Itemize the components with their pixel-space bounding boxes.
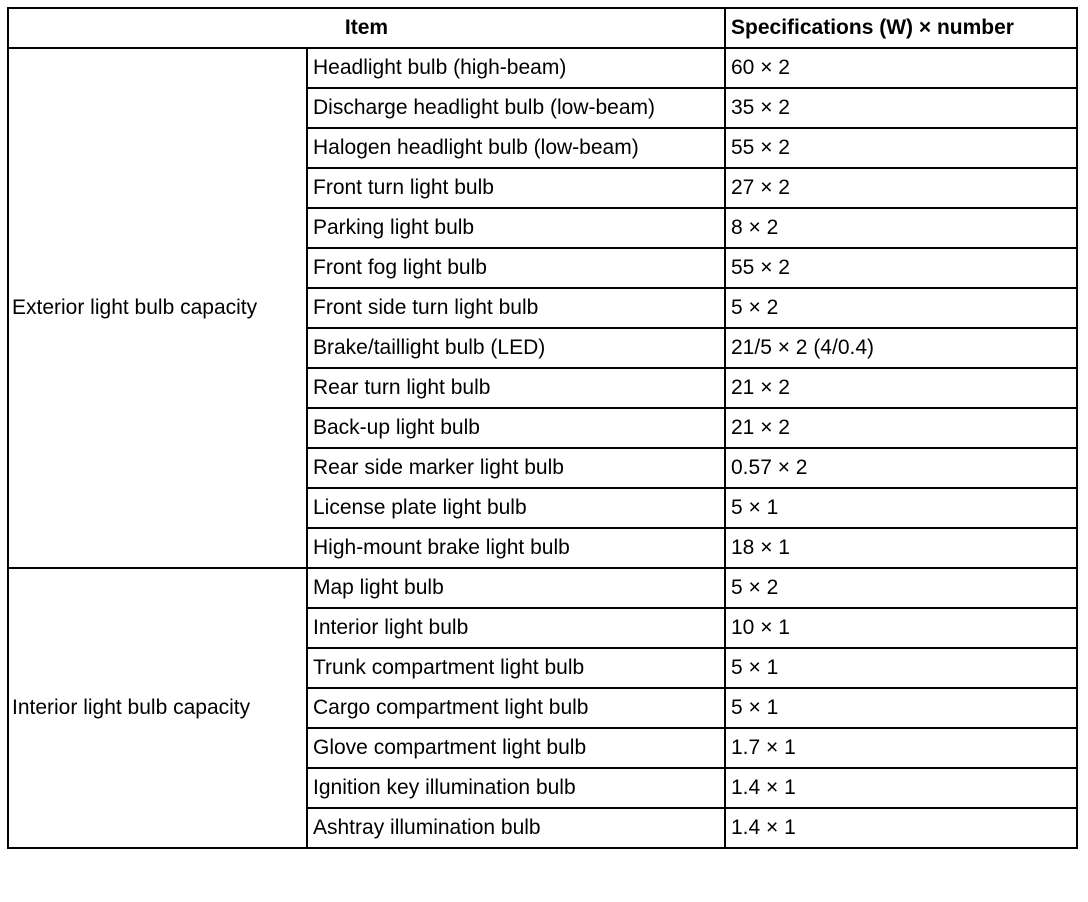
table-body <box>8 48 1077 848</box>
spec-cell: 5 × 2 <box>725 568 1077 608</box>
spec-cell: 5 × 1 <box>725 688 1077 728</box>
spec-cell: 60 × 2 <box>725 48 1077 88</box>
item-cell: Ignition key illumination bulb <box>307 768 725 808</box>
spec-cell: 55 × 2 <box>725 128 1077 168</box>
table-row <box>8 568 1077 608</box>
item-cell: Front fog light bulb <box>307 248 725 288</box>
item-cell: Front side turn light bulb <box>307 288 725 328</box>
item-cell: Front turn light bulb <box>307 168 725 208</box>
spec-cell: 27 × 2 <box>725 168 1077 208</box>
spec-cell: 8 × 2 <box>725 208 1077 248</box>
spec-cell: 1.7 × 1 <box>725 728 1077 768</box>
spec-cell: 1.4 × 1 <box>725 808 1077 848</box>
spec-cell: 35 × 2 <box>725 88 1077 128</box>
header-spec: Specifications (W) × number <box>725 8 1077 48</box>
spec-cell: 21 × 2 <box>725 408 1077 448</box>
header-item: Item <box>8 8 725 48</box>
spec-cell: 21 × 2 <box>725 368 1077 408</box>
item-cell: License plate light bulb <box>307 488 725 528</box>
item-cell: Trunk compartment light bulb <box>307 648 725 688</box>
item-cell: High-mount brake light bulb <box>307 528 725 568</box>
item-cell: Interior light bulb <box>307 608 725 648</box>
spec-cell: 1.4 × 1 <box>725 768 1077 808</box>
item-cell: Back-up light bulb <box>307 408 725 448</box>
item-cell: Rear side marker light bulb <box>307 448 725 488</box>
table-header-row <box>8 8 1077 48</box>
item-cell: Brake/taillight bulb (LED) <box>307 328 725 368</box>
table-row <box>8 48 1077 88</box>
item-cell: Cargo compartment light bulb <box>307 688 725 728</box>
item-cell: Glove compartment light bulb <box>307 728 725 768</box>
group-label-interior: Interior light bulb capacity <box>8 568 307 848</box>
spec-cell: 0.57 × 2 <box>725 448 1077 488</box>
item-cell: Ashtray illumination bulb <box>307 808 725 848</box>
spec-cell: 5 × 2 <box>725 288 1077 328</box>
item-cell: Discharge headlight bulb (low-beam) <box>307 88 725 128</box>
bulb-spec-table <box>7 7 1078 849</box>
spec-cell: 55 × 2 <box>725 248 1077 288</box>
spec-cell: 21/5 × 2 (4/0.4) <box>725 328 1077 368</box>
item-cell: Rear turn light bulb <box>307 368 725 408</box>
spec-cell: 18 × 1 <box>725 528 1077 568</box>
item-cell: Halogen headlight bulb (low-beam) <box>307 128 725 168</box>
spec-cell: 5 × 1 <box>725 488 1077 528</box>
item-cell: Parking light bulb <box>307 208 725 248</box>
group-label-exterior: Exterior light bulb capacity <box>8 48 307 568</box>
spec-cell: 10 × 1 <box>725 608 1077 648</box>
item-cell: Map light bulb <box>307 568 725 608</box>
spec-cell: 5 × 1 <box>725 648 1077 688</box>
item-cell: Headlight bulb (high-beam) <box>307 48 725 88</box>
